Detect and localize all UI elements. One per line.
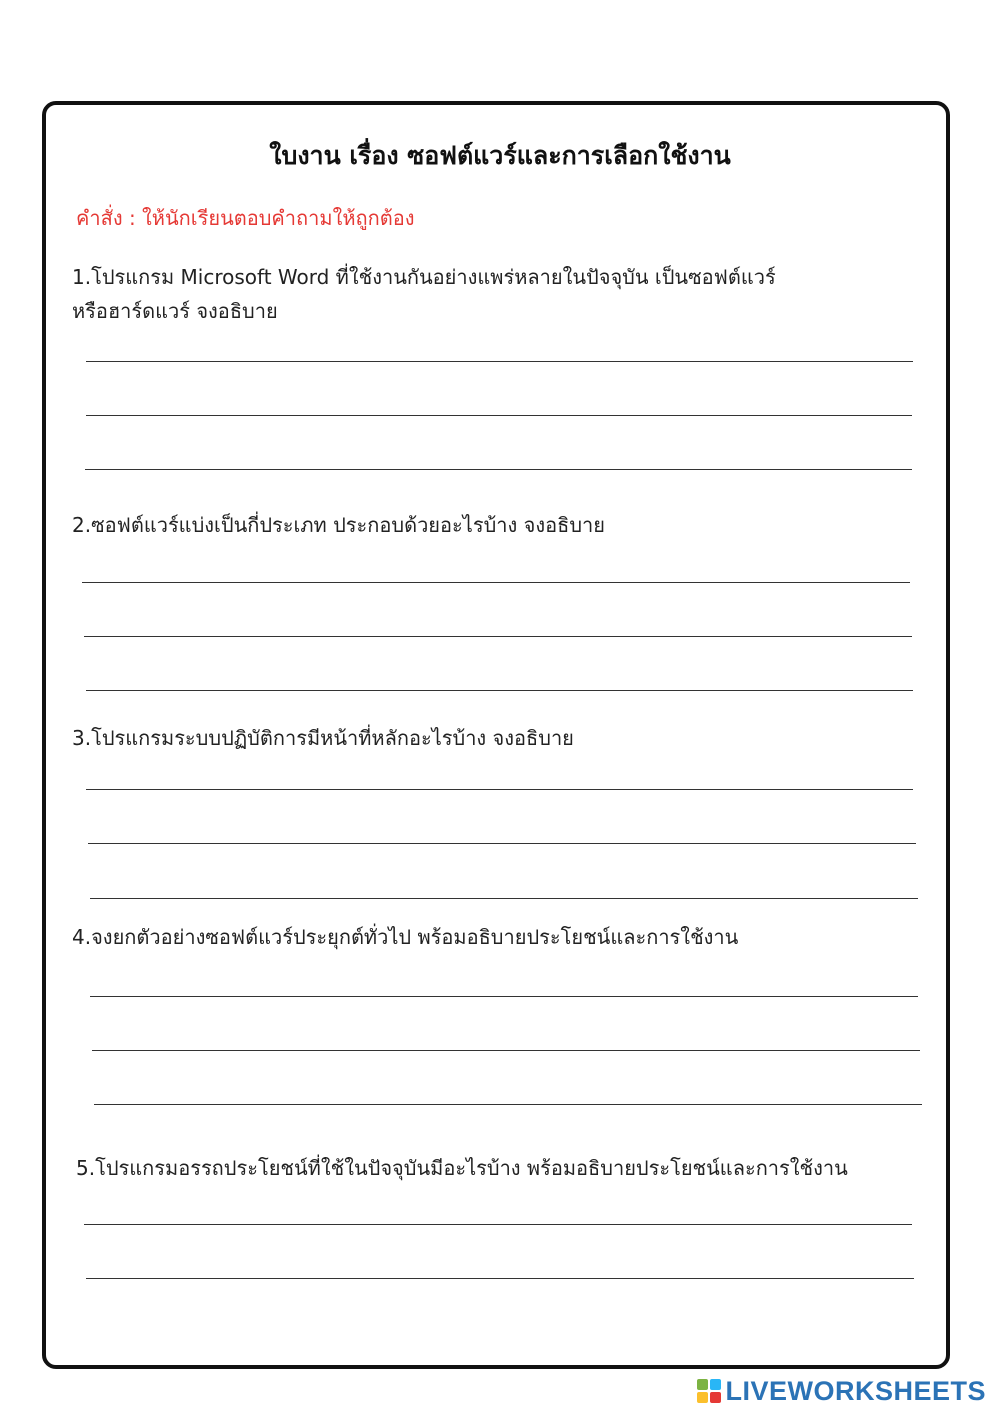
question-4	[72, 920, 738, 954]
brand-name: LIVEWORKSHEETS	[725, 1375, 986, 1406]
answer-line[interactable]	[86, 789, 913, 790]
question-1	[72, 260, 776, 328]
question-3-line-1: 3.โปรแกรมระบบปฏิบัติการมีหน้าที่หลักอะไรบ้าง จงอธิบาย	[72, 726, 574, 750]
answer-line[interactable]	[86, 361, 913, 362]
question-2-line-1: 2.ซอฟต์แวร์แบ่งเป็นกี่ประเภท ประกอบด้วยอะไรบ้าง จงอธิบาย	[72, 513, 605, 537]
worksheet-title: ใบงาน เรื่อง ซอฟต์แวร์และการเลือกใช้งาน	[269, 141, 731, 170]
question-1-line-2: หรือฮาร์ดแวร์ จงอธิบาย	[72, 299, 278, 323]
answer-line[interactable]	[86, 415, 912, 416]
answer-line[interactable]	[90, 898, 918, 899]
answer-line[interactable]	[85, 469, 912, 470]
answer-line[interactable]	[86, 690, 913, 691]
question-2	[72, 508, 605, 542]
liveworksheets-logo-icon	[697, 1379, 721, 1403]
answer-line[interactable]	[94, 1104, 922, 1105]
answer-line[interactable]	[86, 1278, 914, 1279]
liveworksheets-brand	[697, 1374, 986, 1408]
question-3	[72, 721, 574, 755]
answer-line[interactable]	[88, 843, 916, 844]
question-1-line-1: 1.โปรแกรม Microsoft Word ที่ใช้งานกันอย่างแพร่หลายในปัจจุบัน เป็นซอฟต์แวร์	[72, 265, 776, 289]
question-4-line-1: 4.จงยกตัวอย่างซอฟต์แวร์ประยุกต์ทั่วไป พร้อมอธิบายประโยชน์และการใช้งาน	[72, 925, 739, 949]
answer-line[interactable]	[82, 582, 910, 583]
answer-line[interactable]	[84, 1224, 912, 1225]
question-5	[76, 1151, 848, 1185]
answer-line[interactable]	[84, 636, 912, 637]
answer-line[interactable]	[92, 1050, 920, 1051]
answer-line[interactable]	[90, 996, 918, 997]
instruction-text: คำสั่ง : ให้นักเรียนตอบคำถามให้ถูกต้อง	[76, 206, 415, 230]
question-5-line-1: 5.โปรแกรมอรรถประโยชน์ที่ใช้ในปัจจุบันมีอะไรบ้าง พร้อมอธิบายประโยชน์และการใช้งาน	[76, 1156, 848, 1180]
